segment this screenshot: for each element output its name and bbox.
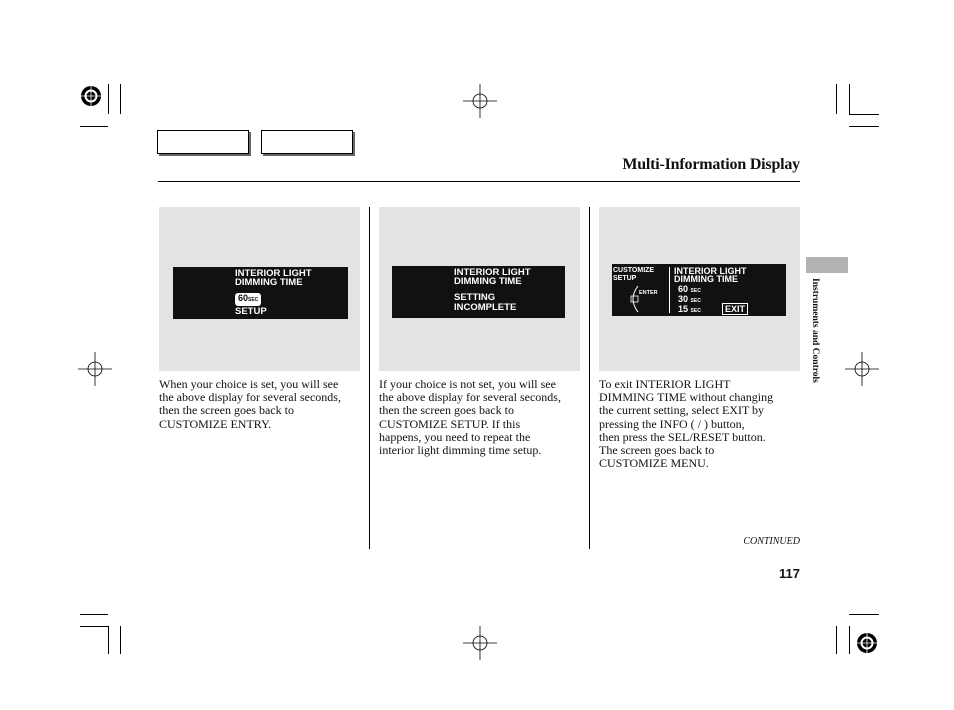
screen-line: SETUP (235, 306, 267, 317)
display-panel-3 (599, 207, 800, 371)
exit-option: EXIT (722, 303, 748, 315)
display-panel-1 (159, 207, 360, 371)
crosshair-mark-icon (845, 352, 879, 386)
column-text-3: To exit INTERIOR LIGHT DIMMING TIME without changing the current setting, select EXIT by pressing the INFO ( / ) button, then press the SEL/RESET button. The screen goes back to CUSTOMIZE MENU. (599, 377, 774, 471)
option-60: 60 SEC (678, 284, 701, 294)
selected-time-value: 60SEC (235, 293, 261, 306)
screen-line: DIMMING TIME (674, 274, 738, 284)
section-tab (806, 257, 848, 273)
option-15: 15 SEC (678, 304, 701, 314)
display-screen-3 (612, 264, 786, 316)
display-screen-2 (392, 266, 565, 318)
nav-box-left[interactable] (157, 130, 249, 154)
screen-divider (669, 267, 670, 313)
column-divider (369, 207, 370, 549)
crosshair-mark-icon (463, 626, 497, 660)
display-screen-1 (173, 267, 348, 319)
screen-line: SETTING (454, 292, 496, 303)
screen-line: INTERIOR LIGHT (674, 266, 747, 276)
enter-label: ENTER (639, 290, 658, 296)
column-text-1: When your choice is set, you will see the above display for several seconds, then the screen goes back to CUSTOMIZE ENTRY. (159, 377, 341, 431)
section-label: Instruments and Controls (810, 278, 820, 383)
screen-line: CUSTOMIZE (613, 267, 655, 274)
header-rule (158, 181, 800, 182)
crosshair-mark-icon (78, 352, 112, 386)
screen-line: INTERIOR LIGHT (454, 267, 531, 278)
registration-mark-icon (80, 85, 102, 107)
screen-line: INTERIOR LIGHT (235, 268, 312, 279)
continued-note: CONTINUED (743, 536, 800, 547)
page-number: 117 (779, 566, 800, 581)
screen-line: SETUP (613, 275, 637, 282)
screen-line: DIMMING TIME (454, 276, 522, 287)
screen-line: INCOMPLETE (454, 302, 517, 313)
column-text-2: If your choice is not set, you will see the above display for several seconds, then the screen goes back to CUSTOMIZE SETUP. If this happens, you need to repeat the interior light dimming time setup. (379, 377, 561, 458)
registration-mark-icon (856, 632, 878, 654)
column-divider (589, 207, 590, 549)
screen-line: DIMMING TIME (235, 277, 303, 288)
display-panel-2 (379, 207, 580, 371)
crosshair-mark-icon (463, 84, 497, 118)
option-30: 30 SEC (678, 294, 701, 304)
nav-box-right[interactable] (261, 130, 353, 154)
page-title: Multi-Information Display (622, 156, 800, 173)
